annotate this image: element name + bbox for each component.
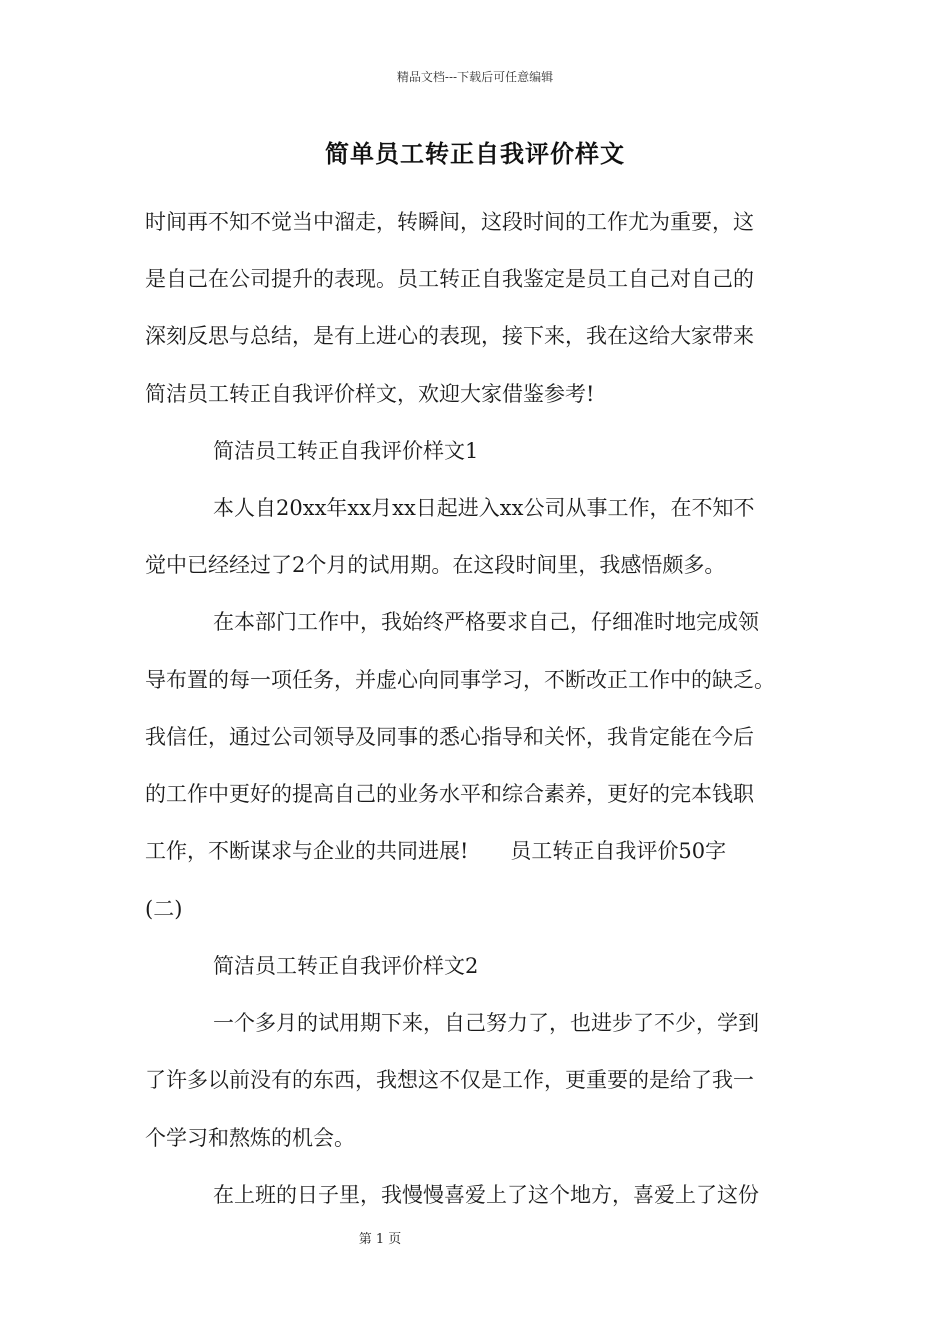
document-title: 简单员工转正自我评价样文 (325, 139, 625, 168)
body-line-12: 工作，不断谋求与企业的共同进展! 员工转正自我评价50字 (145, 839, 727, 863)
body-line-7: 觉中已经经过了2个月的试用期。在这段时间里，我感悟颇多。 (145, 553, 726, 577)
page-number: 第 1 页 (358, 1232, 402, 1247)
body-line-3: 深刻反思与总结，是有上进心的表现，接下来，我在这给大家带来 (145, 324, 754, 348)
body-line-16: 了许多以前没有的东西，我想这不仅是工作，更重要的是给了我一 (145, 1068, 754, 1092)
body-line-6: 本人自20xx年xx月xx日起进入xx公司从事工作，在不知不 (213, 496, 755, 520)
body-line-1: 时间再不知不觉当中溜走，转瞬间，这段时间的工作尤为重要，这 (145, 210, 754, 234)
body-line-11: 的工作中更好的提高自己的业务水平和综合素养，更好的完本钱职 (145, 782, 754, 806)
header-note: 精品文档---下载后可任意编辑 (396, 70, 554, 84)
body-line-13: (二) (145, 897, 183, 921)
body-line-9: 导布置的每一项任务，并虚心向同事学习，不断改正工作中的缺乏。 (145, 668, 775, 692)
section-heading-2: 简洁员工转正自我评价样文2 (213, 954, 479, 978)
body-line-15: 一个多月的试用期下来，自己努力了，也进步了不少，学到 (213, 1011, 759, 1035)
body-line-8: 在本部门工作中，我始终严格要求自己，仔细准时地完成领 (213, 610, 759, 634)
body-line-2: 是自己在公司提升的表现。员工转正自我鉴定是员工自己对自己的 (145, 267, 754, 291)
body-line-4: 简洁员工转正自我评价样文，欢迎大家借鉴参考! (145, 382, 595, 406)
body-line-18: 在上班的日子里，我慢慢喜爱上了这个地方，喜爱上了这份 (213, 1183, 759, 1207)
body-line-10: 我信任，通过公司领导及同事的悉心指导和关怀，我肯定能在今后 (145, 725, 754, 749)
section-heading-1: 简洁员工转正自我评价样文1 (213, 439, 479, 463)
body-line-17: 个学习和熬炼的机会。 (145, 1126, 355, 1150)
